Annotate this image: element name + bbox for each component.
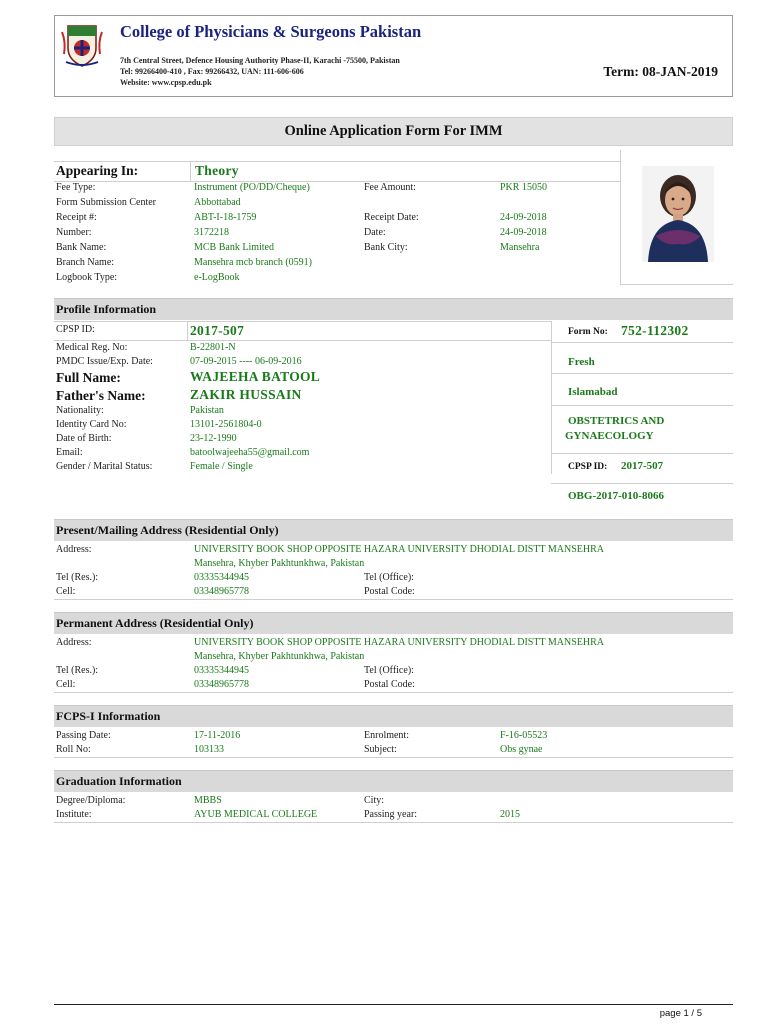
divider [54,822,733,823]
divider [551,342,733,343]
present-tel-office-label: Tel (Office): [364,572,414,583]
exam-city: Islamabad [568,386,618,398]
section-present-address: Present/Mailing Address (Residential Only) [54,519,733,541]
logbook-value: e-LogBook [194,272,240,283]
fee-amount-label: Fee Amount: [364,182,416,193]
bank-label: Bank Name: [56,242,107,253]
divider [54,692,733,693]
present-postal-label: Postal Code: [364,586,415,597]
email-value: batoolwajeeha55@gmail.com [190,447,310,458]
section-graduation: Graduation Information [54,770,733,792]
cpsp-id-value: 2017-507 [190,323,245,338]
divider [551,373,733,374]
branch-label: Branch Name: [56,257,115,268]
branch-value: Mansehra mcb branch (0591) [194,257,313,268]
institute-label: Institute: [56,809,92,820]
section-profile: Profile Information [54,298,733,320]
roll-no-label: Roll No: [56,744,91,755]
dob-label: Date of Birth: [56,433,112,444]
present-address-line-1: UNIVERSITY BOOK SHOP OPPOSITE HAZARA UNIVERSITY DHODIAL DISTT MANSEHRA [194,544,605,555]
gender-value: Female / Single [190,461,253,472]
date-label: Date: [364,227,386,238]
divider [54,757,733,758]
number-value: 3172218 [194,227,229,238]
application-status: Fresh [568,356,595,368]
degree-value: MBBS [194,795,222,806]
receipt-date-value: 24-09-2018 [500,212,547,223]
receipt-value: ABT-I-18-1759 [194,212,257,223]
present-address-label: Address: [56,544,92,555]
appearing-label: Appearing In: [56,163,139,178]
address-line-3: Website: www.cpsp.edu.pk [120,78,212,87]
subject-value: Obs gynae [500,744,543,755]
present-address-line-2: Mansehra, Khyber Pakhtunkhwa, Pakistan [194,558,365,569]
present-tel-res-label: Tel (Res.): [56,572,99,583]
email-label: Email: [56,447,83,458]
passing-year-value: 2015 [500,809,520,820]
side-cpsp-id-label: CPSP ID: [568,462,608,472]
divider [187,321,188,341]
divider [54,599,733,600]
bank-value: MCB Bank Limited [194,242,274,253]
gender-label: Gender / Marital Status: [56,461,153,472]
nationality-label: Nationality: [56,405,104,416]
divider [54,321,551,322]
present-cell-label: Cell: [56,586,76,597]
specialty-line-2: GYNAECOLOGY [565,430,654,442]
present-tel-res-value: 03335344945 [194,572,249,583]
appearing-value: Theory [195,163,239,178]
divider [551,321,552,474]
pmdc-value: 07-09-2015 ---- 06-09-2016 [190,356,302,367]
nationality-value: Pakistan [190,405,224,416]
section-fcps: FCPS-I Information [54,705,733,727]
specialty-line-1: OBSTETRICS AND [568,415,665,427]
cpsp-crest-icon [60,22,104,68]
receipt-label: Receipt #: [56,212,97,223]
permanent-cell-value: 03348965778 [194,679,249,690]
applicant-photo [642,166,714,262]
divider [190,161,191,182]
registration-code: OBG-2017-010-8066 [568,490,664,502]
pmdc-label: PMDC Issue/Exp. Date: [56,356,153,367]
fee-amount-value: PKR 15050 [500,182,547,193]
subject-label: Subject: [364,744,397,755]
city-label: City: [364,795,385,806]
form-no-value: 752-112302 [621,323,689,338]
cpsp-id-label: CPSP ID: [56,324,95,335]
med-reg-label: Medical Reg. No: [56,342,128,353]
permanent-tel-office-label: Tel (Office): [364,665,414,676]
footer-divider [54,1004,733,1005]
side-cpsp-id-value: 2017-507 [621,460,664,472]
id-card-value: 13101-2561804-0 [190,419,262,430]
center-label: Form Submission Center [56,197,157,208]
bank-city-value: Mansehra [500,242,540,253]
section-permanent-address: Permanent Address (Residential Only) [54,612,733,634]
bank-city-label: Bank City: [364,242,408,253]
permanent-address-line-1: UNIVERSITY BOOK SHOP OPPOSITE HAZARA UNIVERSITY DHODIAL DISTT MANSEHRA [194,637,605,648]
father-name-value: ZAKIR HUSSAIN [190,387,302,402]
fee-type-value: Instrument (PO/DD/Cheque) [194,182,310,193]
divider [54,161,620,162]
degree-label: Degree/Diploma: [56,795,126,806]
enrolment-value: F-16-05523 [500,730,548,741]
father-name-label: Father's Name: [56,388,146,403]
dob-value: 23-12-1990 [190,433,237,444]
permanent-cell-label: Cell: [56,679,76,690]
med-reg-value: B-22801-N [190,342,236,353]
passing-date-label: Passing Date: [56,730,111,741]
permanent-tel-res-label: Tel (Res.): [56,665,99,676]
address-line-2: Tel: 99266400-410 , Fax: 99266432, UAN: 111-606-606 [120,67,304,76]
fee-type-label: Fee Type: [56,182,96,193]
permanent-address-line-2: Mansehra, Khyber Pakhtunkhwa, Pakistan [194,651,365,662]
passing-year-label: Passing year: [364,809,418,820]
present-cell-value: 03348965778 [194,586,249,597]
divider [551,405,733,406]
divider [551,453,733,454]
receipt-date-label: Receipt Date: [364,212,419,223]
permanent-tel-res-value: 03335344945 [194,665,249,676]
permanent-postal-label: Postal Code: [364,679,415,690]
logbook-label: Logbook Type: [56,272,118,283]
roll-no-value: 103133 [194,744,224,755]
center-value: Abbottabad [194,197,241,208]
divider [551,483,733,484]
passing-date-value: 17-11-2016 [194,730,241,741]
permanent-address-label: Address: [56,637,92,648]
form-no-label: Form No: [568,327,608,337]
address-line-1: 7th Central Street, Defence Housing Authority Phase-II, Karachi -75500, Pakistan [120,56,400,65]
enrolment-label: Enrolment: [364,730,409,741]
institute-value: AYUB MEDICAL COLLEGE [194,809,318,820]
full-name-value: WAJEEHA BATOOL [190,369,321,384]
date-value: 24-09-2018 [500,227,547,238]
divider [54,340,551,341]
page-number: page 1 / 5 [659,1008,702,1019]
id-card-label: Identity Card No: [56,419,127,430]
college-name: College of Physicians & Surgeons Pakistan [120,22,422,41]
term-label: Term: 08-JAN-2019 [603,64,718,79]
full-name-label: Full Name: [56,370,121,385]
form-title: Online Application Form For IMM [54,117,733,146]
number-label: Number: [56,227,92,238]
